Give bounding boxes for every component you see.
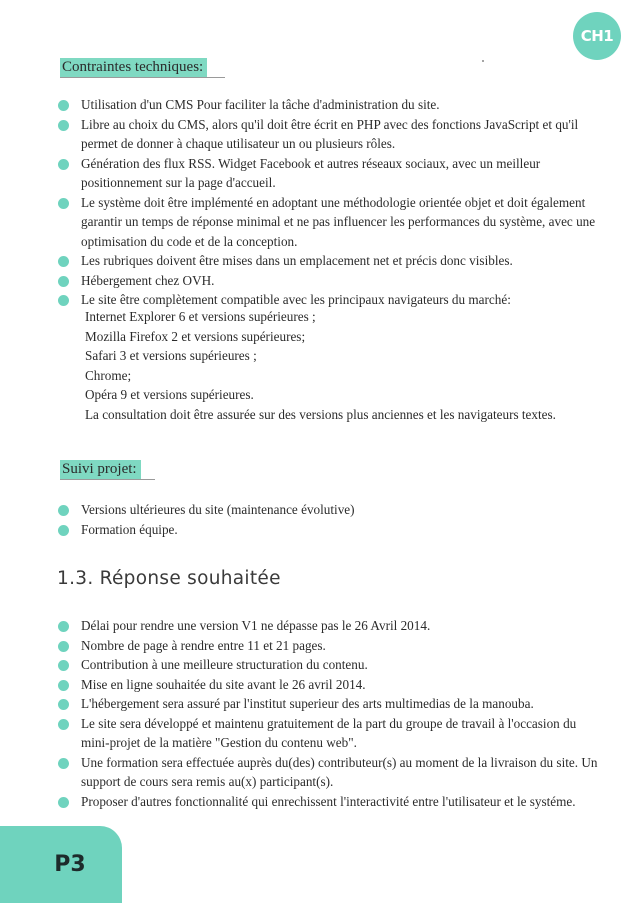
bullet-icon — [58, 100, 69, 111]
list-item: Le site être complètement compatible avec les principaux navigateurs du marché: — [58, 290, 608, 310]
bullet-icon — [58, 525, 69, 536]
technical-constraints-list — [58, 95, 608, 310]
list-item: Les rubriques doivent être mises dans un emplacement net et précis donc visibles. — [58, 251, 608, 271]
chapter-badge: CH1 — [573, 12, 621, 60]
bullet-icon — [58, 719, 69, 730]
browser-item: Mozilla Firefox 2 et versions supérieures; — [85, 328, 306, 344]
list-item: Délai pour rendre une version V1 ne dépasse pas le 26 Avril 2014. — [58, 616, 598, 636]
project-followup-label: Suivi projet: — [60, 460, 141, 479]
list-item: Libre au choix du CMS, alors qu'il doit être écrit en PHP avec des fonctions JavaScript et qu'il permet de donner à chaque utilisateur un ou plusieurs rôles. — [58, 115, 608, 154]
page-number-tab — [0, 826, 122, 903]
browser-item: Opéra 9 et versions supérieures. — [85, 387, 254, 402]
browser-item: Safari 3 et versions supérieures ; — [85, 348, 257, 363]
technical-constraints-label: Contraintes techniques: — [60, 58, 207, 77]
bullet-icon — [58, 276, 69, 287]
list-item: Le système doit être implémenté en adoptant une méthodologie orientée objet et doit également garantir un temps de réponse minimal et ne pas influencer les performances du système, avec une optimisation du code et de la conception. — [58, 193, 608, 252]
list-item: Formation équipe. — [58, 520, 598, 540]
list-item: Génération des flux RSS. Widget Facebook et autres réseaux sociaux, avec un meilleur positionnement sur la page d'accueil. — [58, 154, 608, 193]
technical-label-underline — [60, 77, 225, 78]
browser-item: La consultation doit être assurée sur des versions plus anciennes et les navigateurs textes. — [85, 406, 556, 422]
bullet-icon — [58, 641, 69, 652]
list-item: Proposer d'autres fonctionnalité qui enrechissent l'interactivité entre l'utilisateur et le systéme. — [58, 792, 598, 812]
stray-dot — [482, 60, 484, 62]
expected-response-list — [58, 616, 598, 811]
list-item: Nombre de page à rendre entre 11 et 21 pages. — [58, 636, 598, 656]
bullet-icon — [58, 120, 69, 131]
list-item: Une formation sera effectuée auprès du(des) contributeur(s) au moment de la livraison du site. Un support de cours sera remis au(x) participant(s). — [58, 753, 598, 792]
bullet-icon — [58, 198, 69, 209]
bullet-icon — [58, 699, 69, 710]
browser-item: Internet Explorer 6 et versions supérieures ; — [85, 309, 316, 324]
bullet-icon — [58, 797, 69, 808]
list-item: Versions ultérieures du site (maintenance évolutive) — [58, 500, 598, 520]
bullet-icon — [58, 758, 69, 769]
bullet-icon — [58, 159, 69, 170]
project-followup-list — [58, 500, 598, 539]
section-heading: 1.3. Réponse souhaitée — [57, 568, 281, 589]
page-number: P3 — [54, 852, 86, 877]
list-item: Mise en ligne souhaitée du site avant le 26 avril 2014. — [58, 675, 598, 695]
list-item: Contribution à une meilleure structuration du contenu. — [58, 655, 598, 675]
followup-label-underline — [60, 479, 155, 480]
bullet-icon — [58, 680, 69, 691]
bullet-icon — [58, 295, 69, 306]
browser-list — [85, 307, 605, 424]
bullet-icon — [58, 660, 69, 671]
bullet-icon — [58, 621, 69, 632]
bullet-icon — [58, 505, 69, 516]
list-item: Le site sera développé et maintenu gratuitement de la part du groupe de travail à l'occasion du mini-projet de la matière "Gestion du contenu web". — [58, 714, 598, 753]
bullet-icon — [58, 256, 69, 267]
list-item: L'hébergement sera assuré par l'institut superieur des arts multimedias de la manouba. — [58, 694, 598, 714]
list-item: Utilisation d'un CMS Pour faciliter la tâche d'administration du site. — [58, 95, 608, 115]
browser-item: Chrome; — [85, 367, 132, 383]
list-item: Hébergement chez OVH. — [58, 271, 608, 291]
